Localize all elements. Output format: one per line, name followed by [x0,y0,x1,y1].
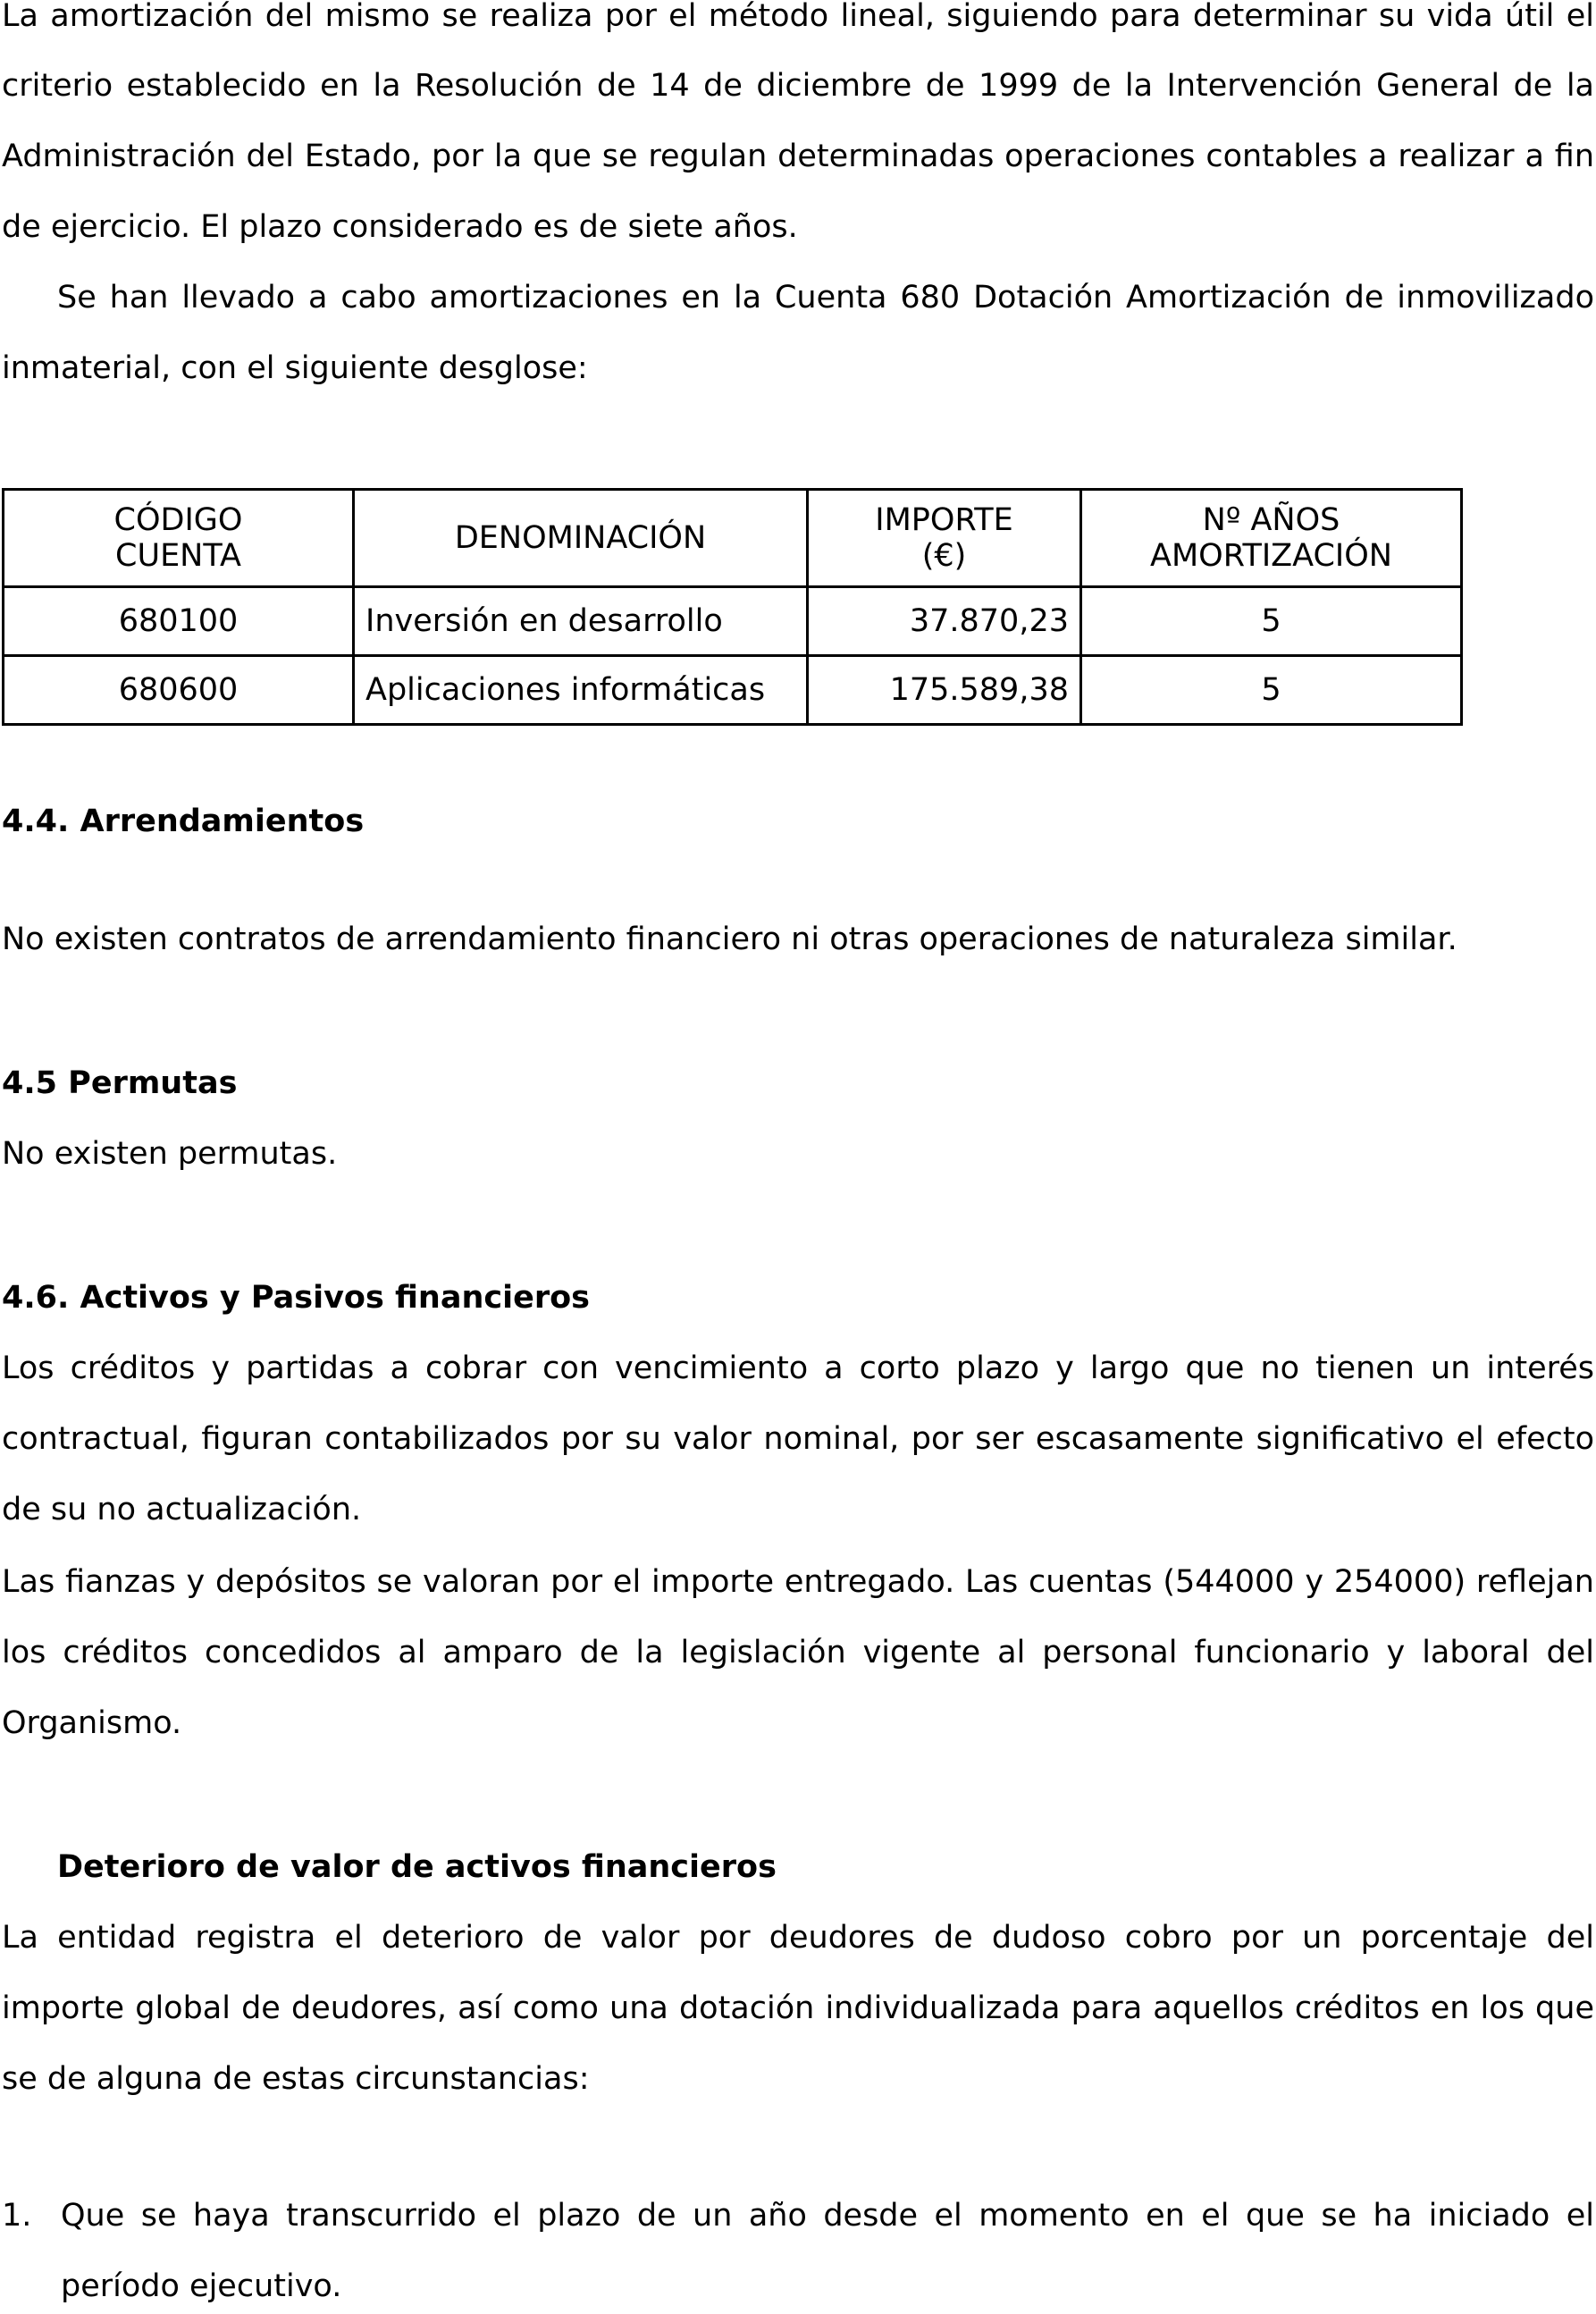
paragraph-line: No existen contratos de arrendamiento financiero ni otras operaciones de naturaleza similar. [2,921,1457,957]
amortization-table [2,488,1463,726]
paragraph-line: La entidad registra el deterioro de valor por deudores de dudoso cobro por un porcentaje del [2,1920,1594,1956]
cell-years: 5 [1081,587,1462,656]
table-row [4,587,1462,656]
paragraph-line: se de alguna de estas circunstancias: [2,2061,590,2097]
paragraph-line: contractual, figuran contabilizados por su valor nominal, por ser escasamente significativo el efecto [2,1421,1594,1457]
table-header-row [4,490,1462,587]
list-item-number: 1. [2,2198,32,2234]
paragraph-line: inmaterial, con el siguiente desglose: [2,350,588,386]
header-code-line2: CUENTA [115,538,241,574]
paragraph-line: No existen permutas. [2,1136,338,1172]
paragraph-line: Administración del Estado, por la que se regulan determinadas operaciones contables a realizar a fin [2,139,1594,174]
paragraph-line: La amortización del mismo se realiza por el método lineal, siguiendo para determinar su vida útil el [2,0,1594,34]
header-code-line1: CÓDIGO [113,502,243,538]
cell-years: 5 [1081,656,1462,725]
header-name [354,490,808,587]
cell-name: Aplicaciones informáticas [354,656,808,725]
header-years [1081,490,1462,587]
paragraph-line: Las fianzas y depósitos se valoran por el importe entregado. Las cuentas (544000 y 254000) reflejan [2,1564,1594,1600]
header-amount-line1: IMPORTE [875,502,1013,538]
paragraph-line: Se han llevado a cabo amortizaciones en la Cuenta 680 Dotación Amortización de inmovilizado [57,280,1594,316]
paragraph-line: Organismo. [2,1705,182,1741]
paragraph-line: criterio establecido en la Resolución de 14 de diciembre de 1999 de la Intervención General de la [2,68,1594,104]
subsection-heading: Deterioro de valor de activos financieros [57,1849,777,1885]
cell-amount: 37.870,23 [808,587,1081,656]
section-heading: 4.6. Activos y Pasivos financieros [2,1280,590,1316]
header-code [4,490,354,587]
paragraph-line: importe global de deudores, así como una dotación individualizada para aquellos créditos en los que [2,1990,1594,2026]
list-item-line: período ejecutivo. [61,2268,342,2304]
section-heading: 4.4. Arrendamientos [2,804,365,839]
header-years-line2: AMORTIZACIÓN [1150,538,1392,574]
section-heading: 4.5 Permutas [2,1065,238,1101]
header-amount [808,490,1081,587]
paragraph-line: Los créditos y partidas a cobrar con vencimiento a corto plazo y largo que no tienen un interés [2,1351,1594,1386]
table-row [4,656,1462,725]
paragraph-line: de ejercicio. El plazo considerado es de siete años. [2,209,798,245]
paragraph-line: los créditos concedidos al amparo de la legislación vigente al personal funcionario y laboral del [2,1635,1594,1670]
list-item-line: Que se haya transcurrido el plazo de un año desde el momento en el que se ha iniciado el [61,2198,1594,2234]
header-name-text: DENOMINACIÓN [454,520,707,556]
cell-name: Inversión en desarrollo [354,587,808,656]
header-years-line1: Nº AÑOS [1202,502,1340,538]
cell-code: 680100 [4,587,354,656]
cell-code: 680600 [4,656,354,725]
cell-amount: 175.589,38 [808,656,1081,725]
paragraph-line: de su no actualización. [2,1492,362,1527]
header-amount-line2: (€) [921,538,967,574]
